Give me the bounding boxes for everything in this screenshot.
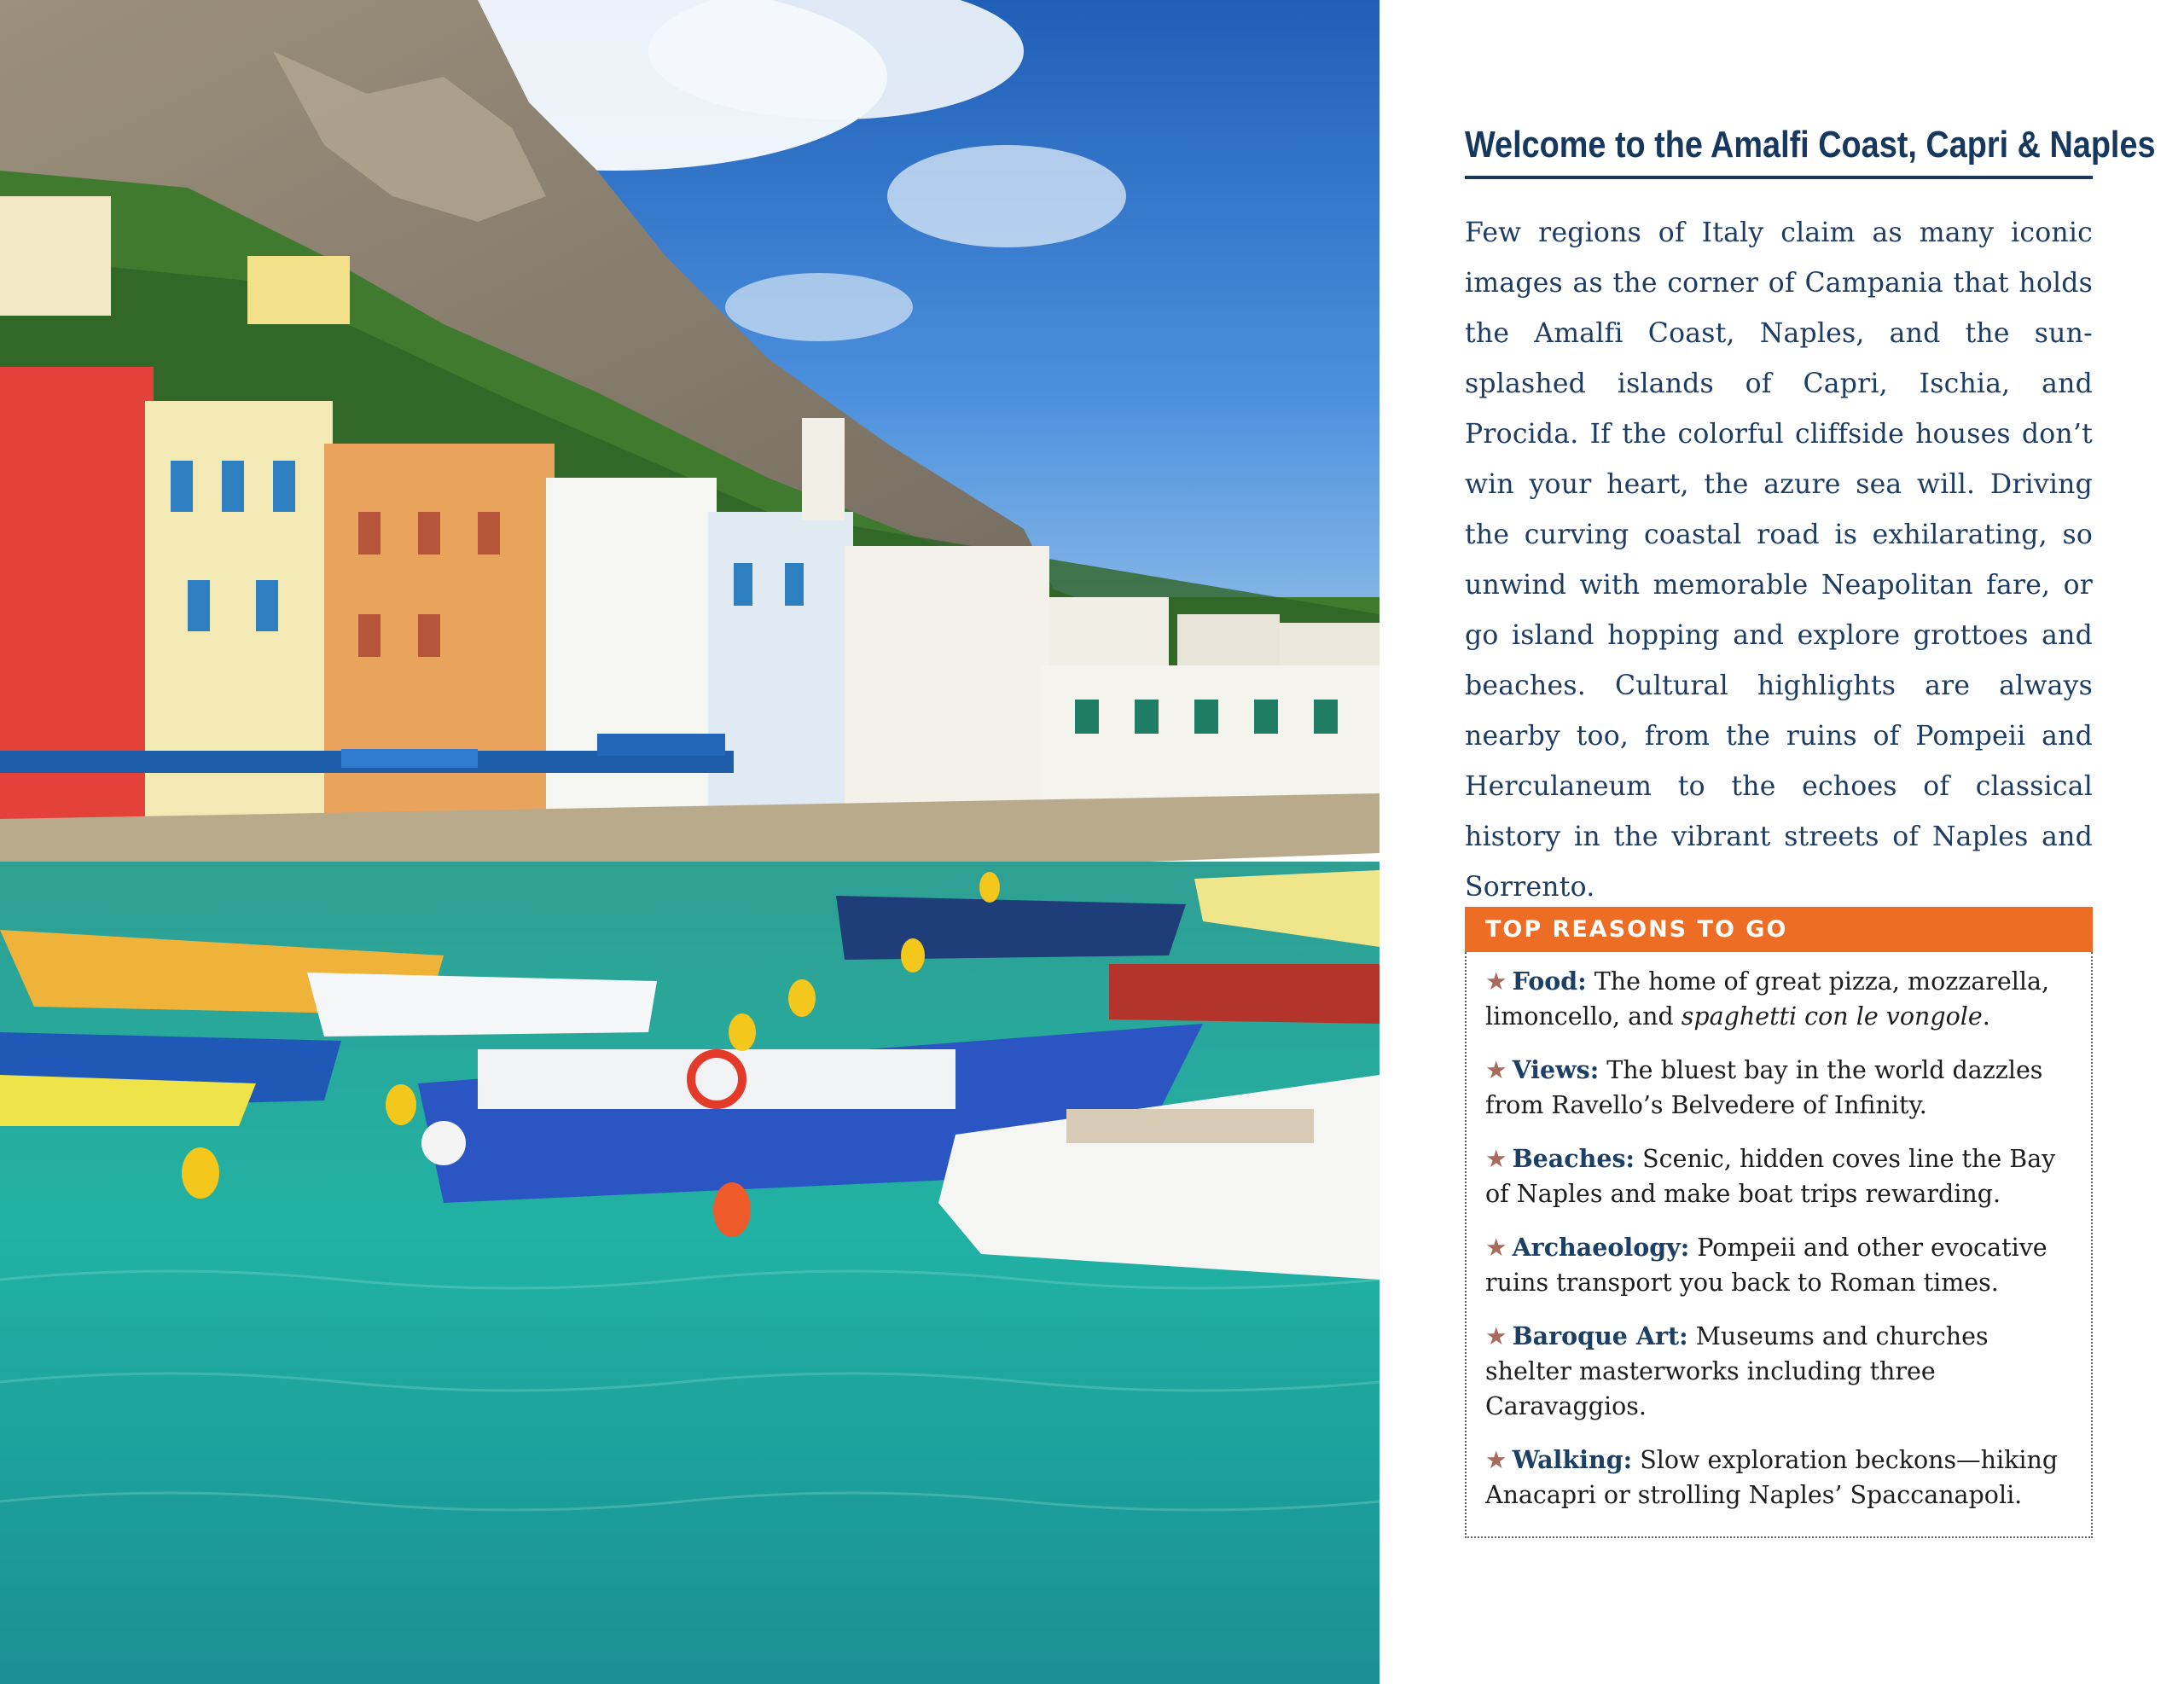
reason-item-walking xyxy=(1485,1443,2072,1513)
reason-text: Pompeii and other evocative ruins transport you back to Roman times. xyxy=(1485,1234,2048,1297)
star-icon: ★ xyxy=(1485,1446,1507,1474)
reason-item-views xyxy=(1485,1053,2072,1123)
star-icon: ★ xyxy=(1485,1145,1507,1173)
top-reasons-heading: TOP REASONS TO GO xyxy=(1465,907,2093,952)
reason-term: Baroque Art: xyxy=(1512,1321,1688,1350)
reason-term: Food: xyxy=(1512,967,1587,996)
reason-term: Walking: xyxy=(1512,1445,1633,1474)
reason-text: Scenic, hidden coves line the Bay of Naples and make boat trips rewarding. xyxy=(1485,1145,2056,1208)
star-icon: ★ xyxy=(1485,1234,1507,1262)
title-rule xyxy=(1465,176,2093,179)
reason-term: Views: xyxy=(1512,1055,1600,1084)
intro-paragraph: Few regions of Italy claim as many iconic images as the corner of Campania that holds the Amalfi Coast, Naples, and the sun-splashed islands of Capri, Ischia, and Procida. If the colorful cliffside houses don’t win your heart, the azure sea will. Driving the curving coastal road is exhilarating, so unwind with memorable Neapolitan fare, or go island hopping and explore grottoes and beaches. Cultural highlights are always nearby too, from the ruins of Pompeii and Herculaneum to the echoes of classical history in the vibrant streets of Naples and Sorrento. xyxy=(1465,218,2093,903)
reason-item-baroque-art xyxy=(1485,1319,2072,1424)
reason-text: The bluest bay in the world dazzles from Ravello’s Belvedere of Infinity. xyxy=(1485,1056,2043,1119)
reason-text: Museums and churches shelter masterworks including three Caravaggios. xyxy=(1485,1322,1989,1420)
reason-item-beaches xyxy=(1485,1141,2072,1211)
top-reasons-box xyxy=(1465,907,2093,1538)
reason-text: Slow exploration beckons—hiking Anacapri or strolling Naples’ Spaccanapoli. xyxy=(1485,1446,2059,1509)
reason-emphasis: spaghetti con le vongole xyxy=(1681,1002,1983,1031)
reason-item-food xyxy=(1485,964,2072,1034)
page-title: Welcome to the Amalfi Coast, Capri & Naples xyxy=(1465,124,2156,165)
reason-term: Archaeology: xyxy=(1512,1233,1690,1262)
reason-text: The home of great pizza, mozzarella, limoncello, and xyxy=(1485,967,2050,1031)
reason-term: Beaches: xyxy=(1512,1144,1635,1173)
reason-item-archaeology xyxy=(1485,1230,2072,1300)
star-icon: ★ xyxy=(1485,1056,1507,1084)
text-column xyxy=(1465,0,2156,1684)
star-icon: ★ xyxy=(1485,967,1507,996)
reason-tail: . xyxy=(1982,1002,1990,1031)
top-reasons-list xyxy=(1465,952,2093,1538)
star-icon: ★ xyxy=(1485,1322,1507,1350)
